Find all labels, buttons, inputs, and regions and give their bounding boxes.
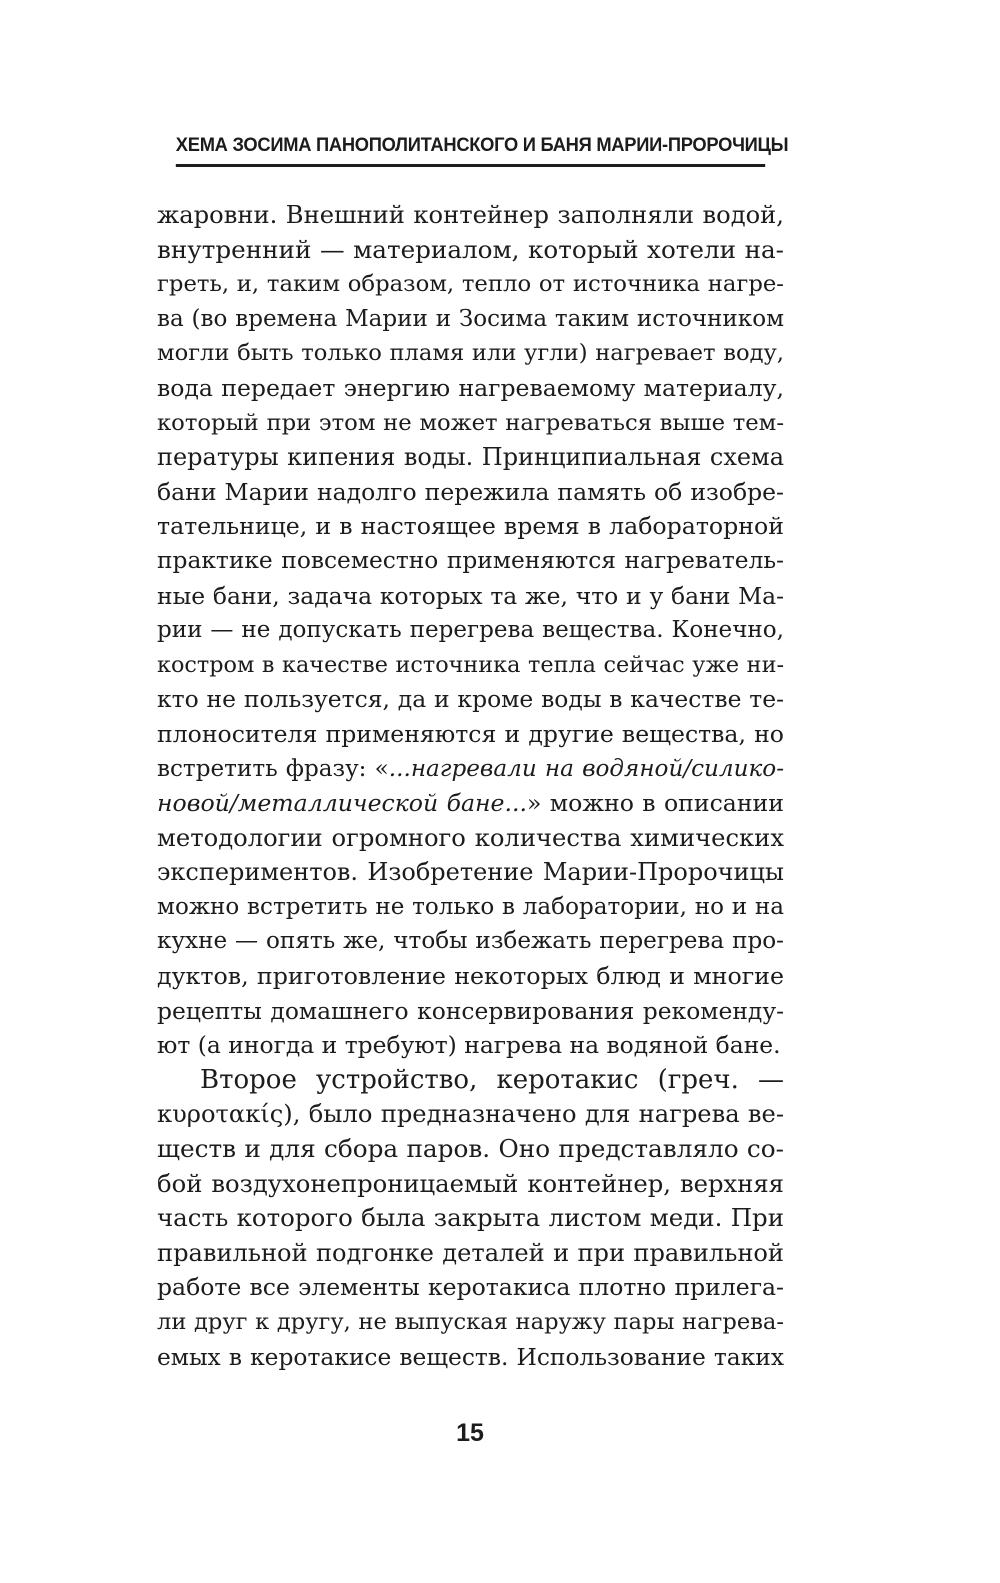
text-line: часть которого была закрыта листом меди. При	[157, 1203, 784, 1233]
text-line: пературы кипения воды. Принципиальная схема	[157, 443, 784, 472]
text-line: емых в керотакисе веществ. Использование таких	[157, 1342, 784, 1371]
text-line: рии — не допускать перегрева вещества. Конечно,	[157, 617, 784, 644]
text-line: ли друг к другу, не выпуская наружу пары нагрева-	[157, 1309, 784, 1335]
text-line: бани Марии надолго пережила память об изобре-	[157, 477, 784, 506]
paragraph-1	[157, 198, 784, 1063]
text-line: практике повсеместно применяются нагреватель-	[157, 546, 784, 574]
text-line: греть, и, таким образом, тепло от источника нагре-	[157, 271, 784, 298]
text-line: можно встретить не только в лаборатории, но и на	[157, 893, 784, 920]
text-line: Второе устройство, керотакис (греч. —	[200, 1064, 784, 1095]
text-line: экспериментов. Изобретение Марии-Пророчицы	[157, 858, 784, 887]
running-head-title: ХЕМА ЗОСИМА ПАНОПОЛИТАНСКОГО И БАНЯ МАРИИ-ПРОРОЧИЦЫ	[176, 127, 765, 167]
text-line: жаровни. Внешний контейнер заполняли водой,	[157, 201, 784, 229]
quote-lead-text: встретить фразу: «	[157, 755, 389, 782]
text-line: кто не пользуется, да и кроме воды в качестве те-	[157, 685, 784, 714]
body-text	[157, 198, 784, 1374]
text-line: ют (а иногда и требуют) нагрева на водяной бане.	[157, 1031, 781, 1060]
text-line: могли быть только пламя или угли) нагревает воду,	[157, 340, 784, 367]
text-line: работе все элементы керотакиса плотно прилега-	[157, 1273, 784, 1302]
text-line: плоносителя применяются и другие вещества, но	[157, 719, 784, 748]
text-line: ва (во времена Марии и Зосима таким источником	[157, 305, 784, 332]
text-line: рецепты домашнего консервирования рекоменду-	[157, 996, 784, 1025]
text-line: кухне — опять же, чтобы избежать перегрева про-	[157, 928, 784, 955]
quote-italic-text: новой/металлической бане...	[157, 789, 527, 818]
text-line: тательнице, и в настоящее время в лабораторной	[157, 512, 784, 541]
text-line: костром в качестве источника тепла сейчас уже ни-	[157, 651, 784, 678]
text-line: вода передает энергию нагреваемому материалу,	[157, 373, 784, 402]
text-line: правильной подгонке деталей и при правильной	[157, 1238, 784, 1267]
text-line: бой воздухонепроницаемый контейнер, верхняя	[157, 1168, 784, 1198]
quote-line	[157, 752, 784, 787]
text-line: методологии огромного количества химических	[157, 822, 784, 852]
text-line: ществ и для сбора паров. Оно представляло со-	[157, 1134, 784, 1164]
text-line: дуктов, приготовление некоторых блюд и многие	[157, 962, 784, 991]
page-number: 15	[456, 1419, 484, 1447]
text-line: который при этом не может нагреваться выше тем-	[157, 409, 784, 436]
quote-italic-text: ...нагревали на водяной/силико-	[388, 755, 784, 782]
quote-line	[157, 786, 784, 821]
text-line: внутренний — материалом, который хотели на-	[157, 234, 784, 264]
quote-trail-text: » можно в описании	[526, 789, 784, 818]
paragraph-2	[157, 1063, 784, 1374]
text-line: κυροτακίς), было предназначено для нагрева ве-	[157, 1100, 784, 1129]
text-line: ные бани, задача которых та же, что и у бани Ма-	[157, 581, 784, 610]
